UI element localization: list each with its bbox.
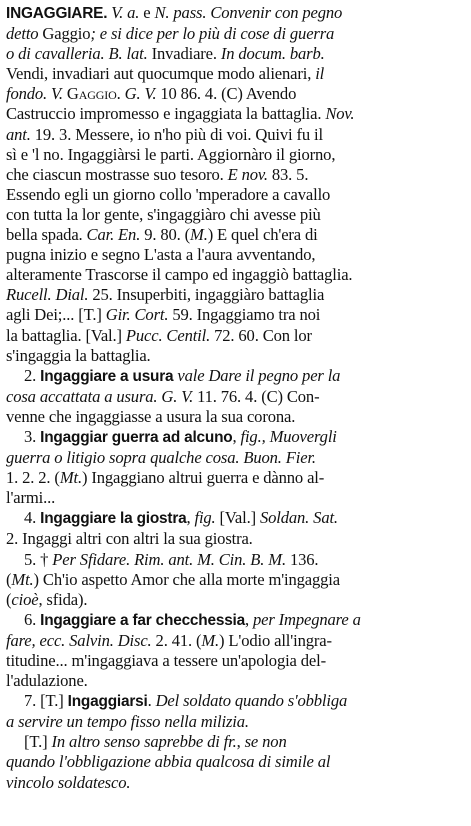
text-segment: G. V. [124,84,157,104]
text-segment: ) E quel ch'era di [207,225,318,245]
text-segment: 136. [285,549,319,569]
text-segment: . [116,84,125,104]
text-line [6,145,465,165]
text-segment: ( [6,569,12,589]
text-line [6,165,465,185]
text-segment: Nov. [325,104,355,124]
text-segment: Essendo egli un giorno collo 'mperadore a cavallo [6,184,331,204]
text-segment: 4. [24,508,41,528]
text-segment: ( [6,589,12,609]
text-line [6,448,465,468]
text-line [6,245,465,265]
text-segment: 25. Insuperbiti, ingaggiàro battaglia [88,285,325,305]
entry-sense-5 [6,550,465,610]
text-segment: [T.] [24,732,52,752]
text-line [6,712,465,732]
text-line [6,225,465,245]
text-segment: N. pass. Convenir con pegno [154,3,343,22]
text-line [6,326,465,346]
text-segment: ant. [6,124,31,144]
dictionary-entry-ingaggiare [6,3,465,793]
text-line [6,125,465,145]
text-segment: [Val.] [215,508,260,528]
text-segment: a servire un tempo fisso nella milizia. [6,712,249,732]
text-segment: l'adulazione. [6,671,88,691]
text-segment: alteramente Trascorse il campo ed ingaggiò battaglia. [6,265,353,285]
text-line [6,610,465,631]
headword: INGAGGIARE. [6,5,108,22]
text-segment: , [236,732,245,752]
text-segment: , [245,609,253,629]
text-segment: s'ingaggia la battaglia. [6,345,151,365]
text-line [6,590,465,610]
text-line [6,285,465,305]
text-line [6,508,465,529]
text-segment: M. [201,630,220,650]
text-line [6,752,465,772]
text-segment: ; e si dice per lo più di cose di guerra [90,24,335,44]
text-segment: , [232,426,241,446]
text-segment: il [315,64,325,84]
text-line [6,387,465,407]
text-line [6,529,465,549]
text-segment: 10 86. 4. (C) Avendo [156,84,297,104]
headword: Ingaggiarsi [67,693,148,711]
text-segment: Vendi, invadiari aut quocumque modo alienari, [6,64,316,84]
text-segment: agli Dei;... [T.] [6,305,106,325]
text-line [6,550,465,570]
text-segment: Rucell. Dial. [6,285,89,305]
text-segment: Gir. Cort. [105,305,169,325]
text-segment: 83. 5. [267,164,309,184]
text-line [6,407,465,427]
text-segment: Pucc. Centil. [125,325,211,345]
text-segment: 7. [T.] [24,691,68,711]
text-line [6,265,465,285]
entry-sense-3 [6,427,465,508]
text-line [6,64,465,84]
text-segment: 1. 2. 2. ( [6,468,60,488]
text-segment: guerra o litigio sopra qualche cosa. Buon. Fier. [6,448,316,468]
text-segment: bella spada. [6,225,87,245]
text-segment: 72. 60. Con lor [210,325,312,345]
entry-sense-2 [6,366,465,427]
text-segment: 6. [24,609,41,629]
text-segment: detto [6,24,39,44]
headword: Ingaggiare a far checchessia [40,611,245,629]
text-segment: Mt. [11,569,34,589]
entry-sense-6 [6,610,465,691]
text-line [6,104,465,124]
text-segment: . [147,691,156,711]
text-segment: cioè [11,589,39,609]
text-segment: In docum. barb. [220,44,325,64]
text-segment: l'armi... [6,488,56,508]
text-segment: Per Sfidare. Rim. ant. M. Cin. B. M. [52,549,286,569]
text-segment: vincolo soldatesco. [6,772,131,792]
text-segment: 19. 3. Messere, io n'ho più di voi. Quivi fu il [30,124,323,144]
text-segment: cosa accattata a usura. G. V. [6,386,194,406]
text-line [6,44,465,64]
text-line [6,631,465,651]
text-segment: 2. Ingaggi altri con altri la sua giostra. [6,529,253,549]
entry-sense-8 [6,732,465,792]
text-segment: Soldan. Sat. [259,508,338,528]
text-segment: vale Dare il pegno per la [177,365,341,385]
text-segment: che ciascun mostrasse suo tesoro. [6,164,228,184]
text-segment: ) Ingaggiano altrui guerra e dànno al- [81,468,325,488]
text-segment: Del soldato quando s'obbliga [155,691,348,711]
text-line [6,691,465,712]
text-segment: Gaggio [38,24,91,44]
text-line [6,488,465,508]
text-segment: e [139,3,155,22]
text-segment: ) L'odio all'ingra- [219,630,332,650]
text-segment: 59. Ingaggiamo tra noi [168,305,321,325]
text-segment: la battaglia. [Val.] [6,325,126,345]
text-segment: 2. 41. ( [151,630,202,650]
text-segment: titudine... m'ingaggiava a tessere un'apologia del- [6,651,326,670]
text-segment: con tutta la lor gente, s'ingaggiàro chi avesse più [6,204,321,224]
text-segment: E nov. [227,164,268,184]
entry-sense-7 [6,691,465,732]
text-segment: 2. [24,365,41,385]
text-segment: fig., Muovergli [240,426,337,446]
entry-headword-paragraph [6,3,465,366]
text-line [6,346,465,366]
text-line [6,732,465,752]
headword: Ingaggiare a usura [40,367,174,385]
text-line [6,570,465,590]
text-segment: pugna inizio e segno L'asta a l'aura avventando, [6,245,316,265]
text-segment: ) Ch'io aspetto Amor che alla morte m'ingaggia [33,569,340,589]
text-segment: 9. 80. ( [140,225,191,245]
text-segment: 3. [24,426,41,446]
text-line [6,24,465,44]
text-segment: 11. 76. 4. (C) Con- [193,386,320,406]
text-segment: Gaggio [66,84,117,104]
text-segment: V. a. [111,3,140,22]
text-segment: se non [244,732,287,752]
text-segment: Castruccio impromesso e ingaggiata la battaglia. [6,104,326,124]
text-line [6,3,465,24]
text-line [6,84,465,104]
text-line [6,427,465,448]
text-segment: venne che ingaggiasse a usura la sua corona. [6,406,296,426]
text-segment: per Impegnare a [253,609,361,629]
text-segment: 5. † [24,549,53,569]
text-segment: fig. [194,508,216,528]
text-segment: quando l'obbligazione abbia qualcosa di simile al [6,752,331,772]
text-segment: fondo. [6,84,48,104]
headword: Ingaggiar guerra ad alcuno [40,428,233,446]
text-segment: fare, ecc. Salvin. Disc. [6,630,152,650]
text-line [6,671,465,691]
text-line [6,185,465,205]
text-segment: o di cavalleria. B. lat. [6,44,148,64]
text-segment: sì e 'l no. Ingaggiàrsi le parti. Aggiornàro il giorno, [6,144,336,164]
text-line [6,205,465,225]
text-line [6,305,465,325]
text-segment: , sfida). [38,589,88,609]
text-line [6,773,465,793]
text-segment: Car. En. [86,225,141,245]
entry-sense-4 [6,508,465,549]
headword: Ingaggiare la giostra [40,510,187,528]
text-segment: Mt. [59,468,82,488]
text-line [6,468,465,488]
text-segment: V. [51,84,63,104]
text-line [6,366,465,387]
text-segment: M. [190,225,208,245]
text-segment: In altro senso saprebbe di fr. [51,732,237,752]
text-segment: Invadiare. [147,44,221,64]
text-segment: , [186,508,195,528]
text-line [6,651,465,671]
